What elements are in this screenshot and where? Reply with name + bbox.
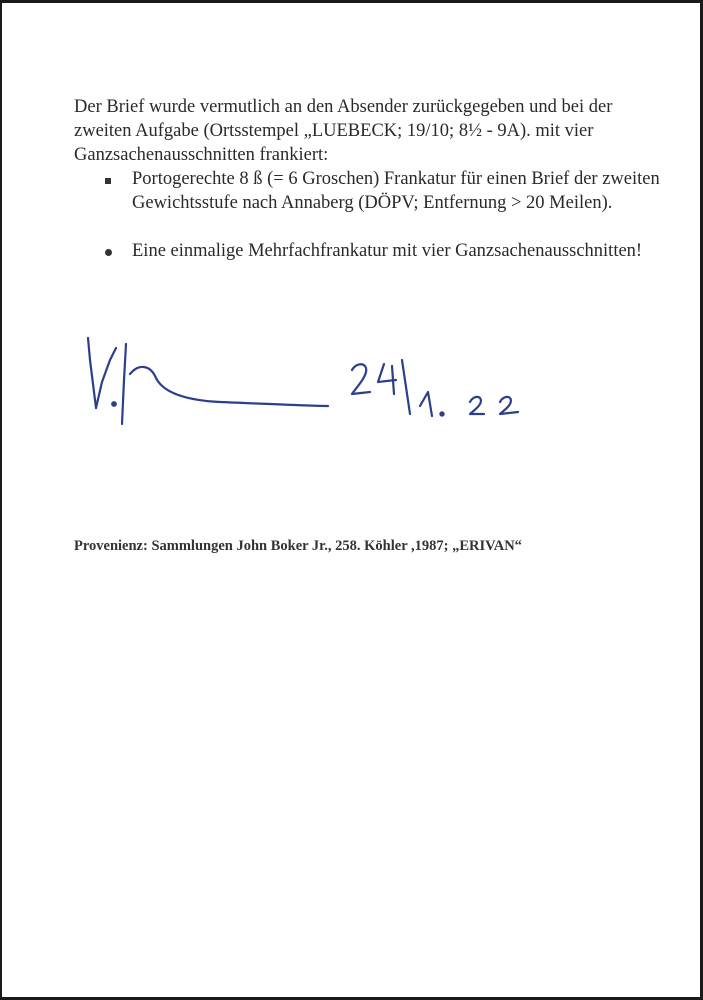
provenance-line: Provenienz: Sammlungen John Boker Jr., 258. Köhler ,1987; „ERIVAN“ bbox=[74, 538, 522, 554]
handwritten-signature bbox=[80, 330, 540, 440]
bullet-item-postage bbox=[74, 167, 674, 215]
intro-paragraph: Der Brief wurde vermutlich an den Absender zurückgegeben und bei der zweiten Aufgabe (Ortsstempel „LUEBECK; 19/10; 8½ - 9A). mit vier Ganzsachenausschnitten frankiert: bbox=[74, 97, 613, 165]
scan-border bbox=[0, 0, 703, 3]
letter-body bbox=[74, 95, 674, 263]
scan-border bbox=[0, 0, 2, 1000]
bullet-list bbox=[74, 167, 674, 263]
bullet-item-franking bbox=[74, 239, 674, 263]
square-bullet-icon bbox=[102, 167, 114, 191]
bullet-text: Portogerechte 8 ß (= 6 Groschen) Frankatur für einen Brief der zweiten Gewichtsstufe nach Annaberg (DÖPV; Entfernung > 20 Meilen). bbox=[132, 169, 660, 213]
bullet-text: Eine einmalige Mehrfachfrankatur mit vier Ganzsachenausschnitten! bbox=[132, 241, 643, 261]
disc-bullet-icon bbox=[102, 239, 114, 263]
